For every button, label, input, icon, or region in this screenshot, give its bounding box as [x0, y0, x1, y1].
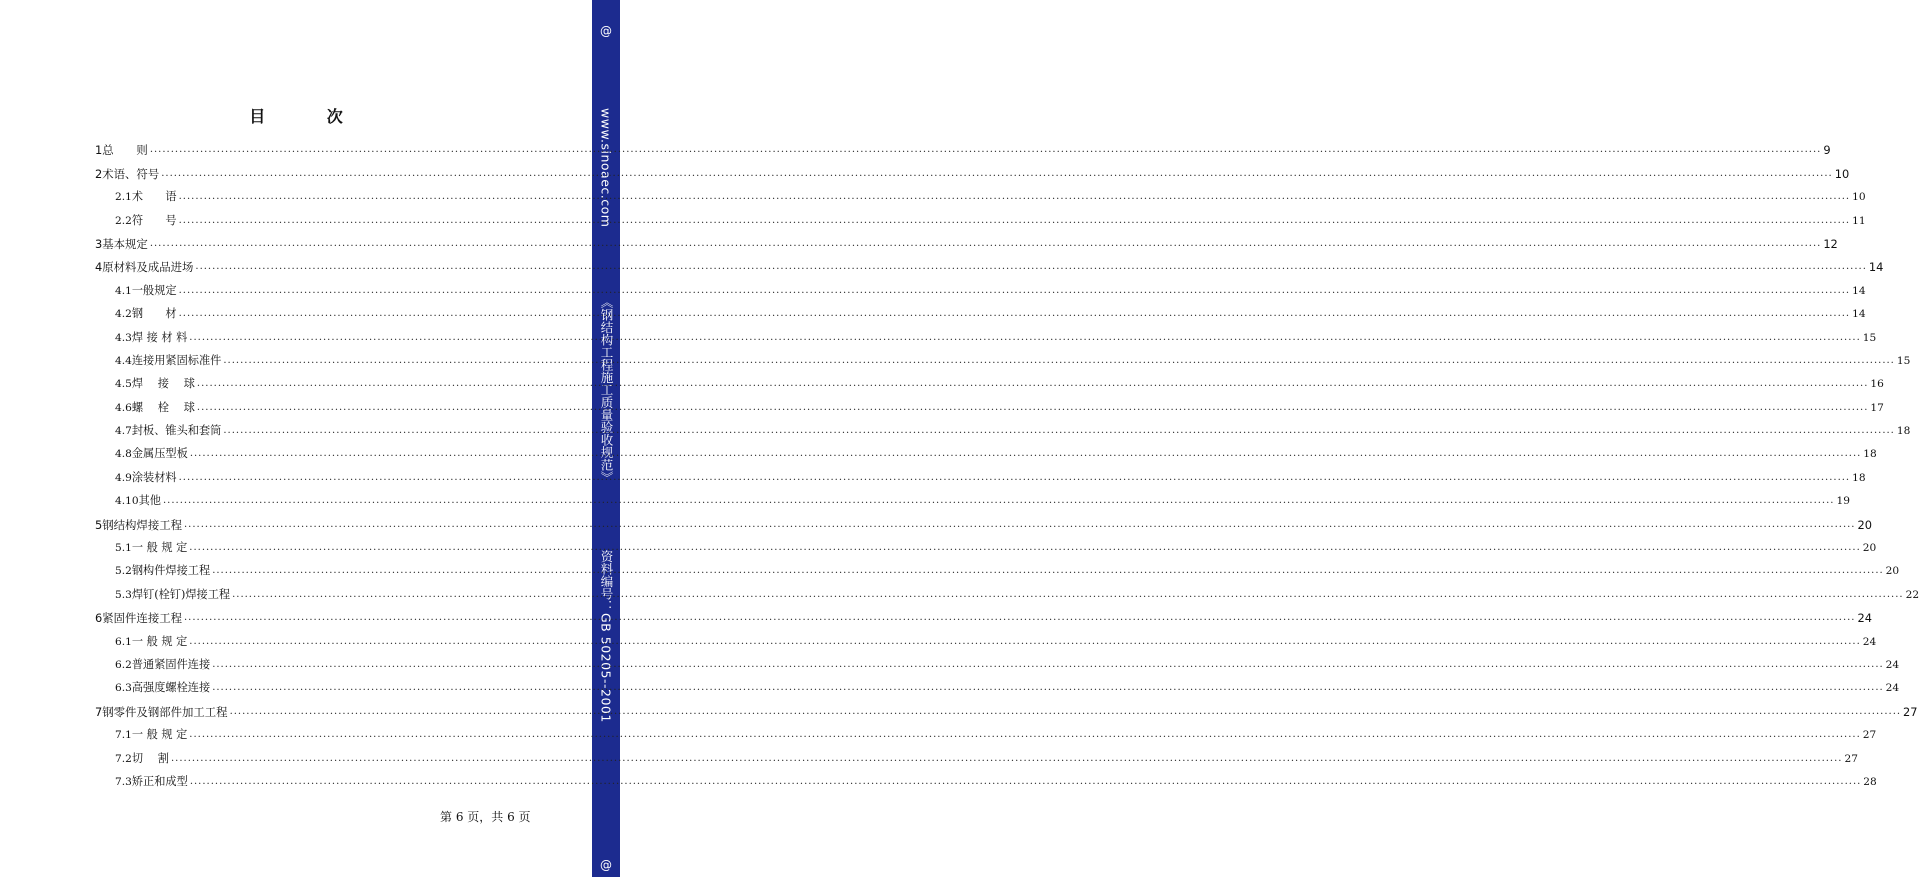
toc-entry-number: 4.5 — [115, 378, 132, 391]
toc-entry[interactable] — [95, 157, 1850, 181]
toc-entry-page: 10 — [1852, 191, 1866, 204]
toc-entry-page: 11 — [1852, 214, 1866, 227]
toc-entry-label: 基本规定 — [102, 236, 148, 251]
toc-entry-label: 符 号 — [131, 213, 177, 227]
toc-entry-number: 7.1 — [115, 729, 132, 742]
toc-entry-number: 4.3 — [115, 331, 132, 344]
dot-leader: ................................................................................................................................................................................................................................................................................................................................................................................................................ — [178, 214, 1851, 226]
toc-entry-number: 7.3 — [115, 775, 132, 788]
side-banner — [592, 0, 620, 877]
toc-entry[interactable] — [95, 766, 1877, 789]
toc-entry[interactable] — [95, 649, 1900, 672]
toc-entry-label: 高强度螺栓连接 — [131, 681, 211, 695]
toc-entry-label: 钢构件焊接工程 — [131, 564, 211, 578]
document-code-label: 资料编号： — [599, 550, 614, 613]
dot-leader: ................................................................................................................................................................................................................................................................................................................................................................................................................ — [170, 752, 1843, 764]
toc-entry-number: 4.7 — [115, 425, 132, 438]
toc-entry-number: 6.1 — [115, 635, 132, 648]
toc-entry-number: 2.2 — [115, 214, 132, 227]
toc-entry-number: 5.2 — [115, 565, 132, 578]
toc-entry-page: 24 — [1857, 611, 1872, 626]
dot-leader: ................................................................................................................................................................................................................................................................................................................................................................................................................ — [178, 308, 1851, 320]
toc-entry-page: 18 — [1896, 425, 1911, 438]
toc-entry-page: 27 — [1844, 752, 1858, 765]
toc-entry-page: 16 — [1870, 378, 1884, 391]
toc-entry[interactable] — [95, 181, 1866, 204]
toc-entry-label: 其他 — [138, 494, 161, 508]
toc-entry[interactable] — [95, 321, 1877, 344]
toc-entry[interactable] — [95, 742, 1858, 765]
toc-entry-page: 24 — [1885, 682, 1900, 695]
toc-entry[interactable] — [95, 532, 1877, 555]
toc-entry-page: 28 — [1863, 775, 1877, 788]
toc-entry[interactable] — [95, 672, 1900, 695]
at-sign-bottom: @ — [600, 858, 612, 872]
toc-entry-label: 一般规定 — [131, 283, 177, 297]
toc-entry-label: 焊 接 球 — [131, 377, 195, 391]
toc-entry[interactable] — [95, 438, 1877, 461]
toc-entry-number: 4.2 — [115, 308, 132, 321]
toc-entry-page: 20 — [1862, 542, 1877, 555]
dot-leader: ................................................................................................................................................................................................................................................................................................................................................................................................................ — [149, 237, 1822, 249]
toc-entry-page: 17 — [1870, 401, 1884, 414]
toc-entry-label: 矫正和成型 — [131, 774, 188, 788]
dot-leader: ................................................................................................................................................................................................................................................................................................................................................................................................................ — [178, 471, 1851, 483]
toc-entry-label: 钢结构焊接工程 — [102, 517, 182, 532]
toc-entry-number: 6.2 — [115, 658, 132, 671]
spec-title: 《钢结构工程施工质量验收规范》 — [599, 296, 614, 484]
dot-leader: ................................................................................................................................................................................................................................................................................................................................................................................................................ — [189, 448, 1862, 460]
toc-entry-page: 27 — [1862, 729, 1877, 742]
toc-entry[interactable] — [95, 578, 1919, 601]
toc-entry-label: 钢 材 — [131, 307, 177, 321]
dot-leader: ................................................................................................................................................................................................................................................................................................................................................................................................................ — [196, 401, 1869, 413]
toc-entry-label: 金属压型板 — [131, 447, 188, 461]
toc-entry-number: 7 — [95, 704, 103, 719]
dot-leader: ................................................................................................................................................................................................................................................................................................................................................................................................................ — [189, 542, 1861, 554]
toc-entry[interactable] — [95, 298, 1866, 321]
toc-entry-page: 20 — [1857, 517, 1872, 532]
toc-entry[interactable] — [95, 719, 1877, 742]
toc-entry-number: 1 — [95, 143, 103, 158]
dot-leader: ................................................................................................................................................................................................................................................................................................................................................................................................................ — [212, 658, 1884, 670]
toc-entry-label: 术 语 — [131, 190, 177, 204]
toc-entry-label: 术语、符号 — [102, 166, 160, 181]
toc-entry[interactable] — [95, 485, 1850, 508]
toc-entry[interactable] — [95, 204, 1866, 227]
toc-entry[interactable] — [95, 345, 1911, 368]
toc-entry-page: 15 — [1896, 354, 1911, 367]
dot-leader: ................................................................................................................................................................................................................................................................................................................................................................................................................ — [161, 167, 1833, 179]
dot-leader: ................................................................................................................................................................................................................................................................................................................................................................................................................ — [178, 284, 1851, 296]
toc-entry[interactable] — [95, 251, 1884, 275]
toc-entry-page: 18 — [1863, 448, 1877, 461]
toc-entry-number: 4.1 — [115, 284, 132, 297]
toc-entry-number: 6 — [95, 611, 103, 626]
dot-leader: ................................................................................................................................................................................................................................................................................................................................................................................................................ — [232, 588, 1904, 600]
dot-leader: ................................................................................................................................................................................................................................................................................................................................................................................................................ — [196, 378, 1869, 390]
toc-entry[interactable] — [95, 461, 1866, 484]
dot-leader: ................................................................................................................................................................................................................................................................................................................................................................................................................ — [162, 495, 1835, 507]
dot-leader: ................................................................................................................................................................................................................................................................................................................................................................................................................ — [178, 191, 1851, 203]
toc-entry-label: 螺 栓 球 — [131, 400, 195, 414]
dot-leader: ................................................................................................................................................................................................................................................................................................................................................................................................................ — [184, 612, 1856, 624]
dot-leader: ................................................................................................................................................................................................................................................................................................................................................................................................................ — [212, 682, 1884, 694]
toc-entry-label: 焊钉(栓钉)焊接工程 — [131, 587, 231, 601]
at-sign-top: @ — [600, 24, 612, 38]
dot-leader: ................................................................................................................................................................................................................................................................................................................................................................................................................ — [189, 729, 1861, 741]
toc-entry-page: 14 — [1852, 284, 1866, 297]
toc-entry-number: 5.1 — [115, 542, 132, 555]
dot-leader: ................................................................................................................................................................................................................................................................................................................................................................................................................ — [229, 705, 1902, 717]
toc-entry-label: 涂装材料 — [131, 470, 177, 484]
toc-entry-number: 5.3 — [115, 588, 132, 601]
toc-entry-page: 12 — [1823, 236, 1838, 251]
dot-leader: ................................................................................................................................................................................................................................................................................................................................................................................................................ — [223, 425, 1895, 437]
dot-leader: ................................................................................................................................................................................................................................................................................................................................................................................................................ — [184, 518, 1856, 530]
toc-entry-page: 27 — [1903, 704, 1918, 719]
dot-leader: ................................................................................................................................................................................................................................................................................................................................................................................................................ — [189, 635, 1861, 647]
site-url: www.sinoaec.com — [598, 108, 614, 228]
toc-entry[interactable] — [95, 555, 1900, 578]
toc-entry-page: 24 — [1885, 658, 1900, 671]
toc-entry-label: 普通紧固件连接 — [131, 657, 211, 671]
toc-entry[interactable] — [95, 134, 1831, 158]
toc-entry-number: 4.8 — [115, 448, 132, 461]
toc-entry-label: 原材料及成品进场 — [102, 260, 194, 275]
toc-entry-number: 5 — [95, 517, 103, 532]
toc-entry-label: 总 则 — [102, 143, 148, 158]
dot-leader: ................................................................................................................................................................................................................................................................................................................................................................................................................ — [195, 261, 1867, 273]
toc-entry-number: 2.1 — [115, 191, 132, 204]
toc-entry-number: 4.10 — [115, 495, 139, 508]
toc-entry-number: 4.6 — [115, 401, 132, 414]
toc-entry-page: 19 — [1836, 495, 1850, 508]
dot-leader: ................................................................................................................................................................................................................................................................................................................................................................................................................ — [149, 144, 1822, 156]
toc-entry-label: 一 般 规 定 — [131, 541, 188, 555]
toc-entry-page: 20 — [1885, 565, 1900, 578]
toc-entry[interactable] — [95, 415, 1911, 438]
toc-entry-number: 4 — [95, 260, 103, 275]
toc-entry-page: 24 — [1862, 635, 1877, 648]
toc-entry-number: 4.4 — [115, 354, 132, 367]
toc-entry-label: 焊 接 材 料 — [131, 330, 188, 344]
toc-entry-number: 6.3 — [115, 682, 132, 695]
dot-leader: ................................................................................................................................................................................................................................................................................................................................................................................................................ — [212, 565, 1884, 577]
toc-entry[interactable] — [95, 368, 1884, 391]
page-footer: 第 6 页，共 6 页 — [440, 810, 531, 824]
toc-entry[interactable] — [95, 228, 1838, 251]
toc-entry-number: 3 — [95, 236, 103, 251]
toc-entry[interactable] — [95, 695, 1918, 719]
page-title: 目 次 — [249, 107, 371, 126]
toc-entry-number: 2 — [95, 166, 103, 181]
toc-entry-label: 一 般 规 定 — [131, 634, 188, 648]
toc-entry[interactable] — [95, 274, 1866, 297]
toc-entry-label: 切 割 — [131, 751, 169, 765]
toc-entry[interactable] — [95, 508, 1872, 532]
dot-leader: ................................................................................................................................................................................................................................................................................................................................................................................................................ — [223, 354, 1895, 366]
toc-entry-number: 4.9 — [115, 471, 132, 484]
toc-entry-label: 一 般 规 定 — [131, 728, 188, 742]
dot-leader: ................................................................................................................................................................................................................................................................................................................................................................................................................ — [189, 331, 1861, 343]
toc-entry-label: 钢零件及钢部件加工工程 — [102, 704, 228, 719]
toc-entry-page: 18 — [1852, 471, 1866, 484]
toc-entry[interactable] — [95, 391, 1884, 414]
toc-entry-page: 10 — [1834, 166, 1850, 181]
toc-entry-page: 14 — [1868, 260, 1884, 275]
toc-entry[interactable] — [95, 625, 1877, 648]
toc-entry-number: 7.2 — [115, 752, 132, 765]
toc-entry-label: 连接用紧固标准件 — [131, 353, 222, 367]
toc-entry[interactable] — [95, 602, 1872, 626]
toc-entry-page: 9 — [1823, 143, 1831, 158]
document-code-value: GB 50205--2001 — [598, 612, 614, 723]
toc-entry-label: 紧固件连接工程 — [102, 611, 182, 626]
toc-entry-page: 15 — [1862, 331, 1877, 344]
toc-entry-page: 22 — [1905, 588, 1919, 601]
dot-leader: ................................................................................................................................................................................................................................................................................................................................................................................................................ — [189, 775, 1862, 787]
toc-entry-label: 封板、锥头和套筒 — [131, 424, 222, 438]
toc-entry-page: 14 — [1852, 308, 1866, 321]
